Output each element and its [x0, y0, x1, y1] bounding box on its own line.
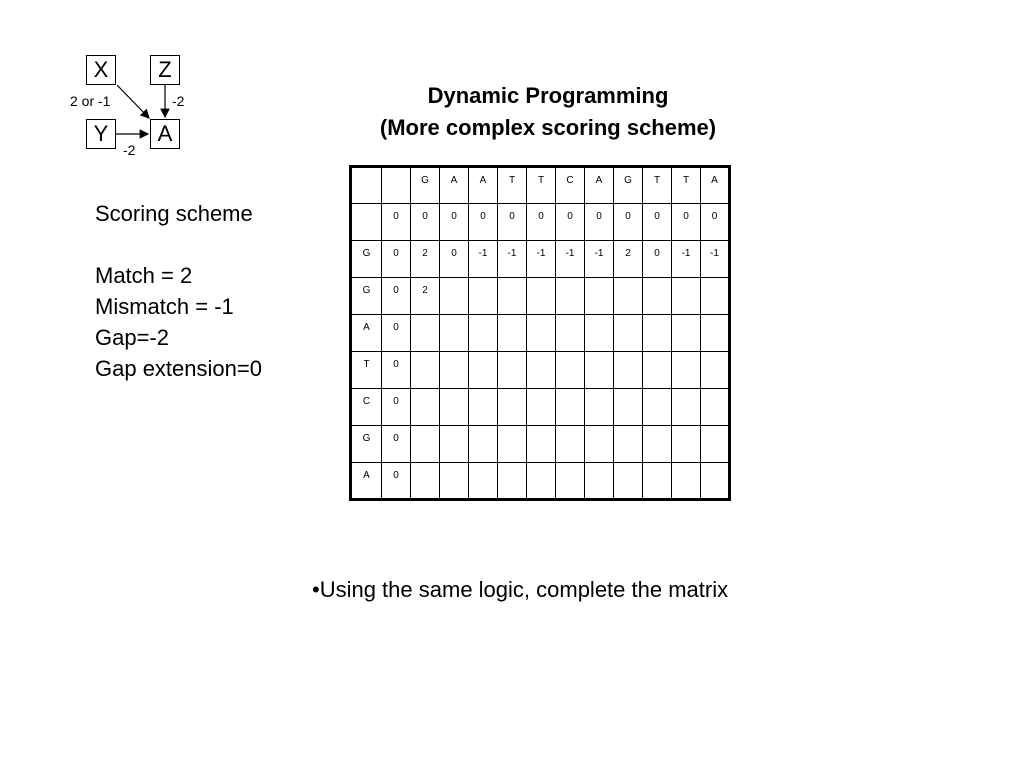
matrix-cell	[411, 315, 440, 352]
matrix-row-header	[351, 204, 382, 241]
matrix-cell	[556, 278, 585, 315]
matrix-cell	[440, 278, 469, 315]
matrix-cell: 0	[382, 241, 411, 278]
gap-score: Gap=-2	[95, 325, 169, 350]
matrix-cell	[469, 426, 498, 463]
vertical-weight-label: -2	[172, 93, 185, 109]
matrix-cell	[527, 278, 556, 315]
matrix-cell	[527, 315, 556, 352]
matrix-cell	[585, 463, 614, 500]
matrix-cell	[701, 426, 730, 463]
matrix-cell	[556, 352, 585, 389]
matrix-cell: 2	[411, 278, 440, 315]
matrix-cell: 0	[382, 463, 411, 500]
matrix-cell	[585, 315, 614, 352]
matrix-cell	[672, 389, 701, 426]
matrix-cell	[614, 426, 643, 463]
matrix-cell: 0	[382, 352, 411, 389]
matrix-cell	[411, 463, 440, 500]
matrix-row-header: A	[351, 315, 382, 352]
horizontal-weight-label: -2	[123, 142, 136, 158]
matrix-column-header: G	[411, 167, 440, 204]
matrix-cell: -1	[701, 241, 730, 278]
matrix-cell	[440, 426, 469, 463]
matrix-cell	[498, 315, 527, 352]
matrix-row-header: G	[351, 241, 382, 278]
matrix-column-header: G	[614, 167, 643, 204]
matrix-column-header: C	[556, 167, 585, 204]
matrix-cell: 0	[701, 204, 730, 241]
matrix-cell	[701, 352, 730, 389]
title-line-1: Dynamic Programming	[427, 83, 669, 108]
matrix-cell: -1	[469, 241, 498, 278]
node-a: A	[150, 119, 180, 149]
instruction-bullet: •Using the same logic, complete the matrix	[312, 577, 729, 602]
matrix-cell	[614, 463, 643, 500]
matrix-cell	[556, 463, 585, 500]
matrix-cell: 0	[382, 389, 411, 426]
mismatch-score: Mismatch = -1	[95, 294, 234, 319]
matrix-row-header: A	[351, 463, 382, 500]
matrix-cell: 2	[614, 241, 643, 278]
matrix-column-header: T	[498, 167, 527, 204]
matrix-row	[351, 315, 730, 352]
matrix-row	[351, 241, 730, 278]
node-z: Z	[150, 55, 180, 85]
matrix-cell	[614, 278, 643, 315]
matrix-column-header: A	[585, 167, 614, 204]
matrix-cell	[498, 389, 527, 426]
matrix-header-row	[351, 167, 730, 204]
matrix-cell	[527, 352, 556, 389]
matrix-cell	[469, 352, 498, 389]
matrix-cell	[498, 278, 527, 315]
matrix-cell: -1	[498, 241, 527, 278]
diagonal-arrow	[117, 85, 149, 118]
matrix-cell	[556, 389, 585, 426]
matrix-row	[351, 352, 730, 389]
matrix-corner-cell	[351, 167, 382, 204]
matrix-cell	[469, 315, 498, 352]
matrix-cell	[469, 463, 498, 500]
matrix-cell	[498, 426, 527, 463]
matrix-cell	[701, 389, 730, 426]
matrix-cell	[556, 426, 585, 463]
matrix-cell: 0	[643, 241, 672, 278]
scoring-scheme	[95, 198, 262, 384]
matrix-cell	[643, 352, 672, 389]
dp-matrix	[349, 165, 731, 501]
matrix-column-header: T	[527, 167, 556, 204]
matrix-row	[351, 426, 730, 463]
matrix-cell	[469, 389, 498, 426]
matrix-cell	[440, 315, 469, 352]
matrix-cell	[585, 389, 614, 426]
matrix-row	[351, 389, 730, 426]
matrix-cell	[672, 315, 701, 352]
matrix-row-header: G	[351, 278, 382, 315]
slide-title	[330, 80, 766, 144]
matrix-cell: 0	[585, 204, 614, 241]
node-x: X	[86, 55, 116, 85]
matrix-row-header: C	[351, 389, 382, 426]
matrix-cell	[614, 352, 643, 389]
matrix-cell: 2	[411, 241, 440, 278]
matrix-cell	[643, 389, 672, 426]
matrix-cell	[527, 426, 556, 463]
matrix-cell	[672, 278, 701, 315]
matrix-column-header: A	[440, 167, 469, 204]
matrix-cell	[643, 278, 672, 315]
matrix-cell: 0	[469, 204, 498, 241]
matrix-row-header: T	[351, 352, 382, 389]
matrix-cell	[527, 463, 556, 500]
matrix-cell	[643, 315, 672, 352]
matrix-cell	[440, 389, 469, 426]
matrix-column-header: A	[701, 167, 730, 204]
matrix-column-header: T	[643, 167, 672, 204]
matrix-cell	[701, 278, 730, 315]
matrix-cell	[672, 463, 701, 500]
matrix-cell	[440, 463, 469, 500]
matrix-column-header: T	[672, 167, 701, 204]
matrix-cell: 0	[382, 204, 411, 241]
matrix-row	[351, 204, 730, 241]
matrix-cell	[498, 463, 527, 500]
matrix-row-header: G	[351, 426, 382, 463]
matrix-cell: 0	[614, 204, 643, 241]
matrix-cell	[585, 426, 614, 463]
matrix-cell	[556, 315, 585, 352]
matrix-cell: -1	[556, 241, 585, 278]
matrix-cell	[411, 352, 440, 389]
matrix-cell	[498, 352, 527, 389]
matrix-cell: 0	[440, 204, 469, 241]
matrix-cell	[411, 426, 440, 463]
title-line-2: (More complex scoring scheme)	[379, 115, 717, 140]
matrix-cell	[672, 352, 701, 389]
matrix-cell: -1	[527, 241, 556, 278]
matrix-cell	[614, 315, 643, 352]
matrix-corner-cell	[382, 167, 411, 204]
node-y: Y	[86, 119, 116, 149]
matrix-cell: 0	[440, 241, 469, 278]
matrix-cell	[585, 352, 614, 389]
matrix-row	[351, 278, 730, 315]
diagonal-weight-label: 2 or -1	[70, 93, 111, 109]
matrix-cell	[440, 352, 469, 389]
matrix-cell: 0	[527, 204, 556, 241]
matrix-cell	[585, 278, 614, 315]
matrix-cell: 0	[382, 426, 411, 463]
matrix-cell: 0	[672, 204, 701, 241]
matrix-cell	[469, 278, 498, 315]
matrix-cell: 0	[643, 204, 672, 241]
matrix-cell: -1	[672, 241, 701, 278]
matrix-cell: -1	[585, 241, 614, 278]
matrix-cell	[701, 315, 730, 352]
matrix-cell	[643, 463, 672, 500]
matrix-cell	[411, 389, 440, 426]
matrix-cell: 0	[382, 278, 411, 315]
matrix-cell: 0	[498, 204, 527, 241]
matrix-cell: 0	[382, 315, 411, 352]
matrix-cell	[527, 389, 556, 426]
matrix-cell	[672, 426, 701, 463]
scoring-heading: Scoring scheme	[95, 201, 253, 226]
match-score: Match = 2	[95, 263, 193, 288]
matrix-cell	[701, 463, 730, 500]
gap-extension-score: Gap extension=0	[95, 356, 262, 381]
matrix-cell	[614, 389, 643, 426]
matrix-cell	[643, 426, 672, 463]
matrix-column-header: A	[469, 167, 498, 204]
matrix-cell: 0	[411, 204, 440, 241]
matrix-row	[351, 463, 730, 500]
matrix-cell: 0	[556, 204, 585, 241]
